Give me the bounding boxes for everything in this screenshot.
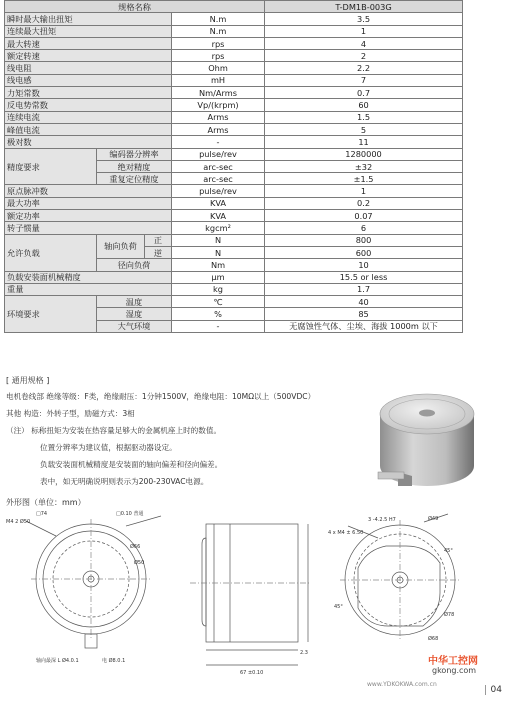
note-line-6: 表中，如无明确说明则表示为200-230VAC电源。 — [40, 477, 209, 486]
row-unit: ℃ — [172, 296, 265, 308]
table-row — [5, 148, 463, 160]
note-line-5: 负载安装面机械精度是安装面的轴向偏差和径向偏差。 — [40, 460, 223, 469]
row-value: 2.2 — [265, 62, 463, 74]
table-row — [5, 37, 463, 49]
group-label-load: 允许负载 — [5, 234, 97, 271]
row-unit: Nm — [172, 259, 265, 271]
note-line-1: 电机卷线部 绝缘等级：F类，绝缘耐压：1分钟1500V，绝缘电阻：10MΩ以上（500VDC） — [6, 392, 316, 401]
table-row — [5, 25, 463, 37]
watermark-domain: gkong.com — [432, 666, 477, 675]
row-label: 额定功率 — [5, 210, 172, 222]
row-value: 800 — [265, 234, 463, 246]
row-value: 1 — [265, 185, 463, 197]
motor-photo — [368, 384, 486, 502]
dim-h3: 电 Ø8.0.1 — [102, 658, 126, 664]
dim-a45: 45° — [444, 548, 453, 554]
dim-d1h7: □0.10 普通 — [116, 511, 144, 517]
drawing-heading: 外形图（单位：mm） — [6, 498, 86, 507]
row-label: 最大功率 — [5, 197, 172, 209]
sub-label: 湿度 — [97, 308, 172, 320]
row-label: 连续电流 — [5, 111, 172, 123]
row-unit: mH — [172, 74, 265, 86]
row-label: 线电阻 — [5, 62, 172, 74]
rear-view-drawing — [328, 508, 468, 658]
row-value: 4 — [265, 37, 463, 49]
row-unit: - — [172, 136, 265, 148]
spec-table — [4, 0, 463, 333]
row-value: 1 — [265, 25, 463, 37]
dim-d74: □74 — [36, 511, 48, 517]
table-row — [5, 283, 463, 295]
row-value: 0.7 — [265, 87, 463, 99]
row-label: 最大转速 — [5, 37, 172, 49]
side-view-drawing — [184, 510, 324, 680]
row-unit: arc-sec — [172, 173, 265, 185]
row-value: 0.2 — [265, 197, 463, 209]
watermark-url: www.YDKOKWA.com.cn — [367, 681, 437, 688]
note-line-4: 位置分辨率为建议值，根据驱动器设定。 — [40, 443, 177, 452]
dim-thr: 3 -4.2.5 H7 — [368, 517, 396, 523]
row-label: 力矩常数 — [5, 87, 172, 99]
row-value: 1.7 — [265, 283, 463, 295]
row-unit: Vp/(krpm) — [172, 99, 265, 111]
row-unit: - — [172, 320, 265, 332]
row-unit: pulse/rev — [172, 185, 265, 197]
dim-d50: Ø50 — [134, 560, 145, 566]
sub-label: 绝对精度 — [97, 160, 172, 172]
group-label-env: 环境要求 — [5, 296, 97, 333]
row-unit: kgcm² — [172, 222, 265, 234]
note-line-3: （注） 标称扭矩为安装在热容量足够大的金属机座上时的数值。 — [6, 426, 222, 435]
row-value: ±32 — [265, 160, 463, 172]
row-label: 额定转速 — [5, 50, 172, 62]
row-unit: % — [172, 308, 265, 320]
front-view-drawing — [6, 506, 181, 666]
row-label: 峰值电流 — [5, 123, 172, 135]
table-row — [5, 87, 463, 99]
row-label: 线电感 — [5, 74, 172, 86]
row-unit: Nm/Arms — [172, 87, 265, 99]
header-name: 规格名称 — [5, 1, 265, 13]
table-row — [5, 210, 463, 222]
row-label: 连续最大扭矩 — [5, 25, 172, 37]
row-label: 极对数 — [5, 136, 172, 148]
table-row — [5, 222, 463, 234]
row-unit: KVA — [172, 210, 265, 222]
row-unit: rps — [172, 50, 265, 62]
sub-label-axial: 轴向负荷 — [97, 234, 145, 259]
dim-d78: Ø78 — [444, 612, 455, 618]
row-unit: N — [172, 246, 265, 258]
sub-label-radial: 径向负荷 — [97, 259, 172, 271]
note-line-2: 其他 构造：外转子型，励磁方式：3相 — [6, 409, 135, 418]
group-label-precision: 精度要求 — [5, 148, 97, 185]
row-value: 11 — [265, 136, 463, 148]
row-value: 3.5 — [265, 13, 463, 25]
row-unit: kg — [172, 283, 265, 295]
table-header — [5, 1, 463, 13]
page-number: 04 — [485, 685, 502, 695]
sub-label-fwd: 正 — [145, 234, 172, 246]
row-unit: N.m — [172, 13, 265, 25]
table-row — [5, 99, 463, 111]
table-row — [5, 234, 463, 246]
sub-label: 编码器分辨率 — [97, 148, 172, 160]
table-row — [5, 271, 463, 283]
row-label: 转子惯量 — [5, 222, 172, 234]
row-value: 6 — [265, 222, 463, 234]
dim-m4b: 4 x M4 ± 6.50 — [328, 530, 364, 536]
notes-heading: [ 通用规格 ] — [6, 376, 50, 385]
row-unit: N.m — [172, 25, 265, 37]
table-row — [5, 74, 463, 86]
dim-h67: 67 ±0.10 — [240, 670, 264, 676]
row-value: 1280000 — [265, 148, 463, 160]
table-row — [5, 123, 463, 135]
row-value: 40 — [265, 296, 463, 308]
table-row — [5, 13, 463, 25]
row-unit: Arms — [172, 123, 265, 135]
row-value: 2 — [265, 50, 463, 62]
table-row — [5, 62, 463, 74]
table-row — [5, 197, 463, 209]
row-unit: N — [172, 234, 265, 246]
table-row — [5, 136, 463, 148]
row-unit: KVA — [172, 197, 265, 209]
row-value: 600 — [265, 246, 463, 258]
row-value: 10 — [265, 259, 463, 271]
row-value: ±1.5 — [265, 173, 463, 185]
table-row — [5, 296, 463, 308]
row-unit: rps — [172, 37, 265, 49]
dim-d68: Ø68 — [428, 636, 439, 642]
header-model: T-DM1B-003G — [265, 1, 463, 13]
row-value: 85 — [265, 308, 463, 320]
row-value: 1.5 — [265, 111, 463, 123]
sub-label-rev: 逆 — [145, 246, 172, 258]
row-value: 15.5 or less — [265, 271, 463, 283]
row-unit: Arms — [172, 111, 265, 123]
row-label: 瞬时最大输出扭矩 — [5, 13, 172, 25]
row-value: 60 — [265, 99, 463, 111]
row-value: 7 — [265, 74, 463, 86]
sub-label: 温度 — [97, 296, 172, 308]
dim-d49: Ø49 — [428, 516, 439, 522]
row-unit: pulse/rev — [172, 148, 265, 160]
row-label: 反电势常数 — [5, 99, 172, 111]
sub-label: 重复定位精度 — [97, 173, 172, 185]
dim-h2: 轴向最深 L Ø4.0.1 — [36, 658, 79, 664]
sub-label: 大气环境 — [97, 320, 172, 332]
row-label: 负载安装面机械精度 — [5, 271, 172, 283]
row-label: 重量 — [5, 283, 172, 295]
watermark-brand: 中华工控网 — [428, 656, 478, 667]
dim-a45b: 45° — [334, 604, 343, 610]
dim-h23: 2.3 — [300, 650, 308, 656]
row-unit: Ohm — [172, 62, 265, 74]
row-value: 0.07 — [265, 210, 463, 222]
row-unit: µm — [172, 271, 265, 283]
dim-d66: Ø66 — [130, 544, 141, 550]
dim-m4: M4 2 Ø50 — [6, 519, 31, 525]
row-unit: arc-sec — [172, 160, 265, 172]
row-label: 原点脉冲数 — [5, 185, 172, 197]
table-row — [5, 111, 463, 123]
table-row — [5, 50, 463, 62]
row-value: 无腐蚀性气体、尘埃、海拔 1000m 以下 — [265, 320, 463, 332]
table-row — [5, 185, 463, 197]
row-value: 5 — [265, 123, 463, 135]
